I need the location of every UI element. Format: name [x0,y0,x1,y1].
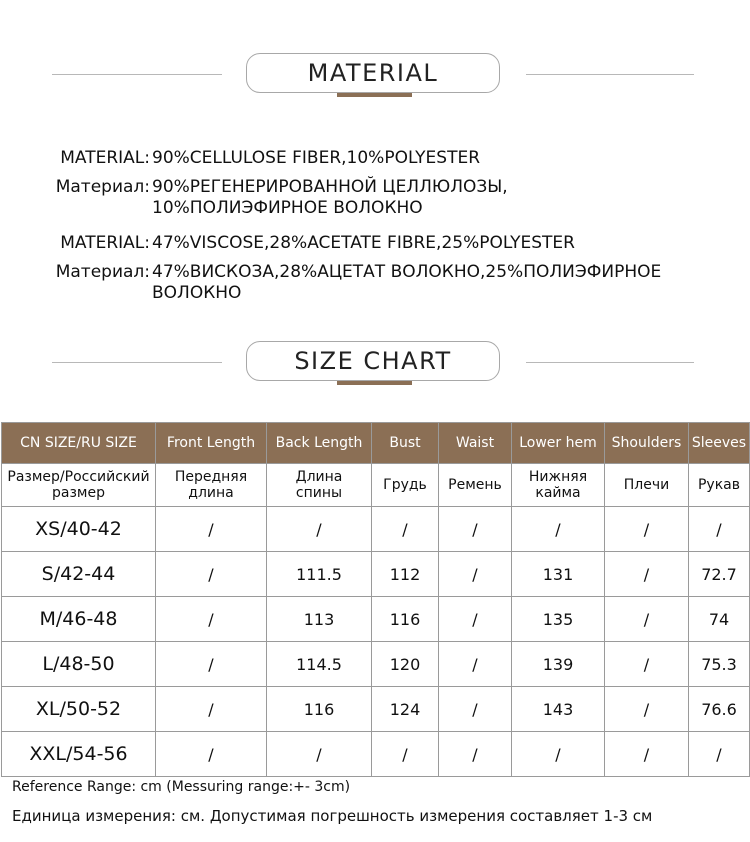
header-cell: Front Length [156,423,267,464]
table-cell: / [605,687,689,732]
table-cell: 143 [512,687,605,732]
table-cell: / [156,642,267,687]
table-row [2,642,750,687]
size-cell: L/48-50 [2,642,156,687]
header-cell: Shoulders [605,423,689,464]
ru-header-cell [267,464,372,507]
material-label: Материал: [55,177,150,197]
table-cell: / [605,507,689,552]
table-cell: / [439,552,512,597]
table-cell: / [267,507,372,552]
header-cell: Bust [372,423,439,464]
table-cell: / [605,552,689,597]
table-cell: / [439,732,512,777]
ru-header-line: кайма [535,485,581,501]
table-cell: / [267,732,372,777]
table-cell: 120 [372,642,439,687]
size-chart-table [1,422,750,777]
size-cell: S/42-44 [2,552,156,597]
table-cell: 124 [372,687,439,732]
ru-header-cell: Плечи [605,464,689,507]
table-row [2,507,750,552]
table-cell: / [439,597,512,642]
material-section-header [0,53,750,103]
divider-right [526,74,694,75]
material-value: 90%РЕГЕНЕРИРОВАННОЙ ЦЕЛЛЮЛОЗЫ, [152,177,508,197]
material-value: 90%CELLULOSE FIBER,10%POLYESTER [152,148,481,168]
table-cell: 116 [267,687,372,732]
table-cell: / [605,642,689,687]
table-cell: / [372,507,439,552]
table-cell: / [439,642,512,687]
table-cell: 131 [512,552,605,597]
table-row [2,552,750,597]
table-header-row [2,423,750,464]
ru-header-cell: Ремень [439,464,512,507]
ru-header-line: Размер/Российский [7,469,150,485]
ru-header-cell [512,464,605,507]
table-ru-header-row [2,464,750,507]
size-cell: XS/40-42 [2,507,156,552]
table-row [2,732,750,777]
ru-header-line: длина [188,485,234,501]
material-value-cont: 10%ПОЛИЭФИРНОЕ ВОЛОКНО [152,198,423,218]
ru-header-line: спины [295,485,343,501]
table-cell: 111.5 [267,552,372,597]
table-cell: 72.7 [689,552,750,597]
table-cell: / [372,732,439,777]
table-cell: / [156,732,267,777]
table-cell: / [689,732,750,777]
table-cell: / [512,507,605,552]
table-cell: / [156,597,267,642]
material-value-cont: ВОЛОКНО [152,283,242,303]
reference-range-en: Reference Range: cm (Messuring range:+- 3cm) [12,779,351,795]
table-cell: / [156,552,267,597]
size-cell: XL/50-52 [2,687,156,732]
header-cell: CN SIZE/RU SIZE [2,423,156,464]
table-row [2,597,750,642]
divider-right [526,362,694,363]
table-cell: / [512,732,605,777]
material-label: Материал: [55,262,150,282]
table-row [2,687,750,732]
ru-header-line: Длина [295,469,343,485]
ru-header-cell: Рукав [689,464,750,507]
table-cell: / [156,507,267,552]
material-value: 47%ВИСКОЗА,28%АЦЕТАТ ВОЛОКНО,25%ПОЛИЭФИРНОЕ [152,262,662,282]
table-cell: / [439,687,512,732]
table-cell: 114.5 [267,642,372,687]
ru-header-line: Передняя [174,469,248,485]
ru-header-cell [156,464,267,507]
reference-range-ru: Единица измерения: см. Допустимая погрешность измерения составляет 1-3 см [12,807,653,825]
header-cell: Lower hem [512,423,605,464]
header-cell: Back Length [267,423,372,464]
table-cell: / [605,597,689,642]
size-cell: XXL/54-56 [2,732,156,777]
table-cell: 75.3 [689,642,750,687]
divider-left [52,74,222,75]
table-cell: 74 [689,597,750,642]
table-cell: / [156,687,267,732]
material-title: MATERIAL [307,59,439,87]
ru-header-line: размер [52,485,105,501]
ru-header-cell [2,464,156,507]
size-cell: M/46-48 [2,597,156,642]
material-label: MATERIAL: [60,233,150,253]
material-label: MATERIAL: [60,148,150,168]
table-cell: / [605,732,689,777]
size-chart-title: SIZE CHART [294,347,452,375]
table-cell: 112 [372,552,439,597]
table-cell: / [689,507,750,552]
material-value: 47%VISCOSE,28%ACETATE FIBRE,25%POLYESTER [152,233,575,253]
ru-header-cell: Грудь [372,464,439,507]
size-chart-section-header [0,341,750,391]
table-cell: 113 [267,597,372,642]
size-chart-title-pill [246,341,500,381]
title-underline [337,381,412,385]
divider-left [52,362,222,363]
table-cell: / [439,507,512,552]
header-cell: Waist [439,423,512,464]
material-title-pill [246,53,500,93]
header-cell: Sleeves [689,423,750,464]
table-cell: 116 [372,597,439,642]
title-underline [337,93,412,97]
table-cell: 76.6 [689,687,750,732]
table-cell: 139 [512,642,605,687]
table-cell: 135 [512,597,605,642]
ru-header-line: Нижняя [528,469,588,485]
